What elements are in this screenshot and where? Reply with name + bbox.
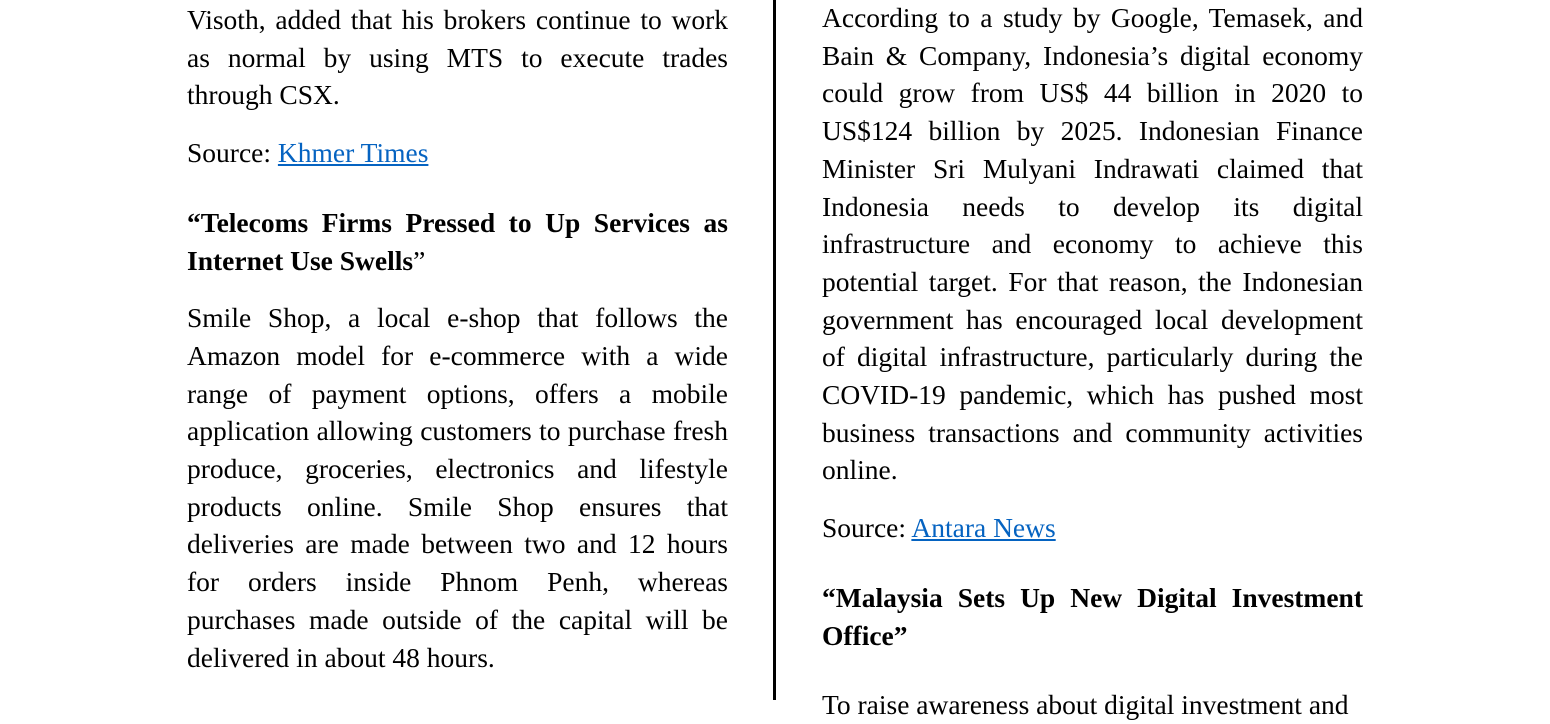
- source-link-antara-news[interactable]: Antara News: [911, 512, 1056, 544]
- paragraph-brokers: Visoth, added that his brokers continue to work as normal by using MTS to execute trades through CSX.: [187, 4, 728, 111]
- source-label: Source:: [822, 512, 912, 544]
- paragraph-smile-shop: Smile Shop, a local e-shop that follows the Amazon model for e-commerce with a wide range of payment options, offers a mobile application allowing customers to purchase fresh produce, groceries, electronics and lifestyle products online. Smile Shop ensures that deliveries are made between two and 12 hours for orders inside Phnom Penh, whereas purchases made outside of the capital will be delivered in about 48 hours.: [187, 302, 728, 673]
- source-label: Source:: [187, 137, 278, 169]
- headline-telecoms-text: “Telecoms Firms Pressed to Up Services as Internet Use Swells: [187, 206, 728, 276]
- right-column: [822, 0, 1363, 724]
- paragraph-indonesia-digital-economy: According to a study by Google, Temasek, and Bain & Company, Indonesia’s digital economy could grow from US$ 44 billion in 2020 to US$124 billion by 2025. Indonesian Finance Minister Sri Mulyani Indrawati claimed that Indonesia needs to develop its digital infrastructure and economy to achieve this potential target. For that reason, the Indonesian government has encouraged local development of digital infrastructure, particularly during the COVID-19 pandemic, which has pushed most business transactions and community activities online.: [822, 2, 1363, 486]
- source-link-khmer-times[interactable]: Khmer Times: [277, 137, 429, 169]
- source-line-khmer-times: [187, 134, 728, 172]
- headline-telecoms: [187, 204, 728, 279]
- paragraph-malaysia-partial: To raise awareness about digital investment and: [822, 689, 1349, 721]
- left-column: [187, 1, 728, 676]
- headline-telecoms-close-quote: ”: [413, 244, 426, 276]
- column-divider: [773, 0, 776, 700]
- headline-malaysia: “Malaysia Sets Up New Digital Investment Office”: [822, 581, 1363, 651]
- source-line-antara-news: [822, 509, 1363, 547]
